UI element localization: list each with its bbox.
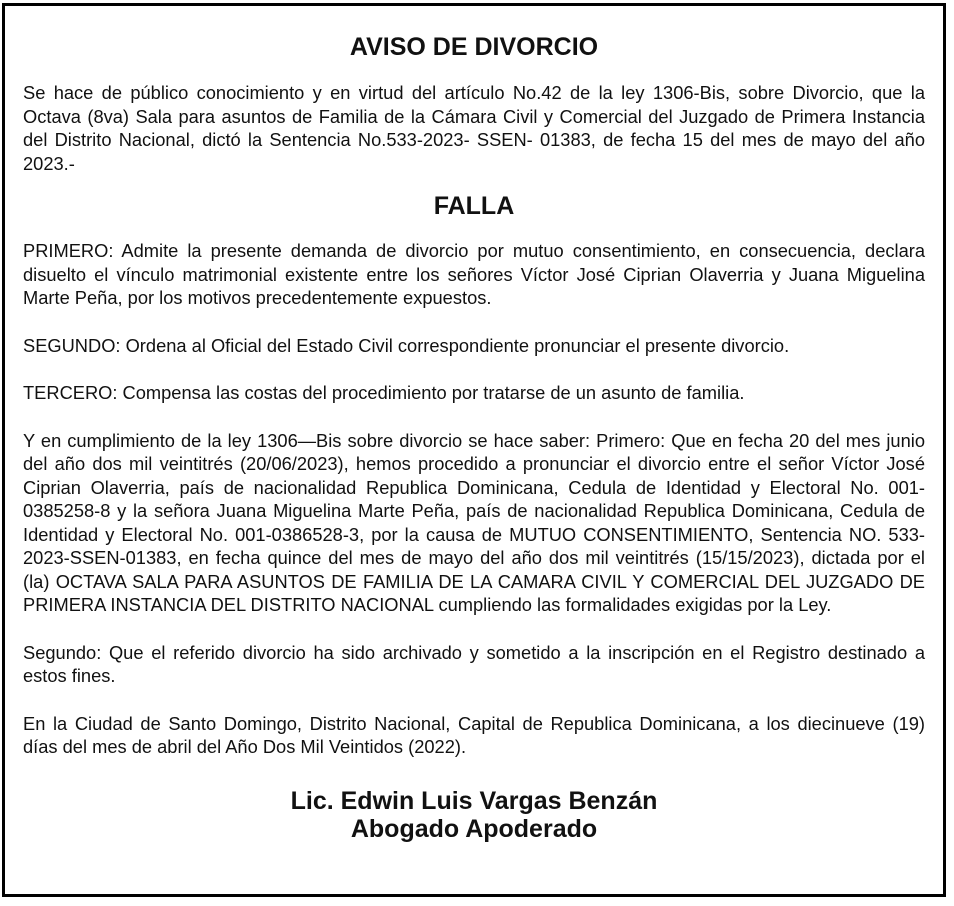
signature-role: Abogado Apoderado [350, 814, 598, 843]
place-date-paragraph: En la Ciudad de Santo Domingo, Distrito Nacional, Capital de Republica Dominicana, a los diecinueve (19) días del mes de abril del Año Dos Mil Veintidos (2022). [23, 712, 925, 757]
section-heading-falla: FALLA [433, 192, 515, 220]
signature-name: Lic. Edwin Luis Vargas Benzán [290, 786, 658, 815]
notice-body [23, 6, 925, 894]
primero-paragraph: PRIMERO: Admite la presente demanda de divorcio por mutuo consentimiento, en consecuencia, declara disuelto el vínculo matrimonial existente entre los señores Víctor José Ciprian Olaverria y Juana Miguelina Marte Peña, por los motivos precedentemente expuestos. [23, 240, 925, 308]
segundo-archivo-paragraph: Segundo: Que el referido divorcio ha sido archivado y sometido a la inscripción en el Registro destinado a estos fines. [23, 641, 925, 686]
segundo-paragraph: SEGUNDO: Ordena al Oficial del Estado Civil correspondiente pronunciar el presente divorcio. [23, 334, 790, 356]
intro-paragraph: Se hace de público conocimiento y en virtud del artículo No.42 de la ley 1306-Bis, sobre Divorcio, que la Octava (8va) Sala para asuntos de Familia de la Cámara Civil y Comercial del Juzgado de Primera Instancia del Distrito Nacional, dictó la Sentencia No.533-2023- SSEN- 01383, de fecha 15 del mes de mayo del año 2023.- [23, 82, 925, 174]
notice-title: AVISO DE DIVORCIO [349, 33, 599, 61]
notice-frame [2, 3, 946, 897]
tercero-paragraph: TERCERO: Compensa las costas del procedimiento por tratarse de un asunto de familia. [23, 382, 745, 403]
cumplimiento-paragraph: Y en cumplimiento de la ley 1306—Bis sobre divorcio se hace saber: Primero: Que en fecha 20 del mes junio del año dos mil veintitrés (20/06/2023), hemos procedido a pronunciar el divorcio entre el señor Víctor José Ciprian Olaverria, país de nacionalidad Republica Dominicana, Cedula de Identidad y Electoral No. 001-0385258-8 y la señora Juana Miguelina Marte Peña, país de nacionalidad Republica Dominicana, Cedula de Identidad y Electoral No. 001-0386528-3, por la causa de MUTUO CONSENTIMIENTO, Sentencia NO. 533-2023-SSEN-01383, en fecha quince del mes de mayo del año dos mil veintitrés (15/15/2023), dictada por el (la) OCTAVA SALA PARA ASUNTOS DE FAMILIA DE LA CAMARA CIVIL Y COMERCIAL DEL JUZGADO DE PRIMERA INSTANCIA DEL DISTRITO NACIONAL cumpliendo las formalidades exigidas por la Ley. [23, 429, 925, 615]
